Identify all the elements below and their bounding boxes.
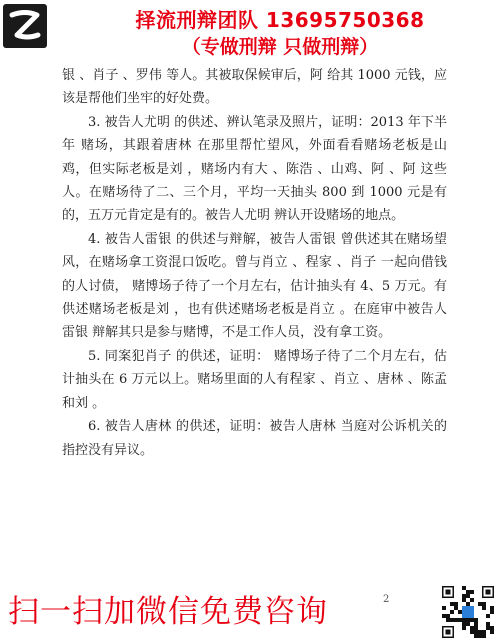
qr-code-icon[interactable] bbox=[442, 586, 494, 638]
header-banner bbox=[0, 0, 500, 60]
paragraph-evidence-6: 6. 被告人唐林 的供述，证明：被告人唐林 当庭对公诉机关的指控没有异议。 bbox=[62, 419, 447, 458]
paragraph-evidence-4: 4. 被告人雷银 的供述与辩解，被告人雷银 曾供述其在赌场望风，在赌场拿工资混口饭吃。曾与肖立 、程家 、肖子 一起向借钱的人讨债， 赌博场子待了一个月左右，估计抽头有 4、5 万元。有供述赌场老板是刘 ，也有供述赌场老板是肖立 。在庭审中被告人雷银 辩解其只是参与赌博，不是工作人员，没有拿工资。 bbox=[62, 231, 447, 341]
footer-ad-text: 扫一扫加微信免费咨询 bbox=[8, 594, 328, 630]
paragraph-continuation: 银 、肖子 、罗伟 等人。其被取保候审后，阿 给其 1000 元钱，应该是帮他们坐牢的好处费。 bbox=[62, 68, 447, 107]
banner-subtitle: （专做刑辩 只做刑辩） bbox=[181, 36, 379, 58]
law-firm-logo bbox=[3, 4, 47, 48]
document-body bbox=[62, 64, 447, 462]
paragraph-evidence-5: 5. 同案犯肖子 的供述，证明： 赌博场子待了二个月左右，估计抽头在 6 万元以上。赌场里面的人有程家 、肖立 、唐林 、陈孟 和刘 。 bbox=[62, 348, 447, 411]
paragraph-evidence-3: 3. 被告人尤明 的供述、辨认笔录及照片，证明：2013 年下半年 赌场，其跟着唐林 在那里帮忙望风，外面看看赌场老板是山鸡，但实际老板是刘 ，赌场内有大 、陈浩 、山鸡、阿 、阿 这些人。在赌场待了二、三个月，平均一天抽头 800 到 1000 元是有的，五万元肯定是有的。被告人尤明 辨认开设赌场的地点。 bbox=[62, 114, 447, 224]
page-number: 2 bbox=[383, 594, 390, 605]
banner-title: 择流刑辩团队 13695750368 bbox=[135, 8, 425, 32]
z-logo-icon bbox=[3, 4, 47, 48]
qr-code-graphic bbox=[442, 586, 494, 638]
